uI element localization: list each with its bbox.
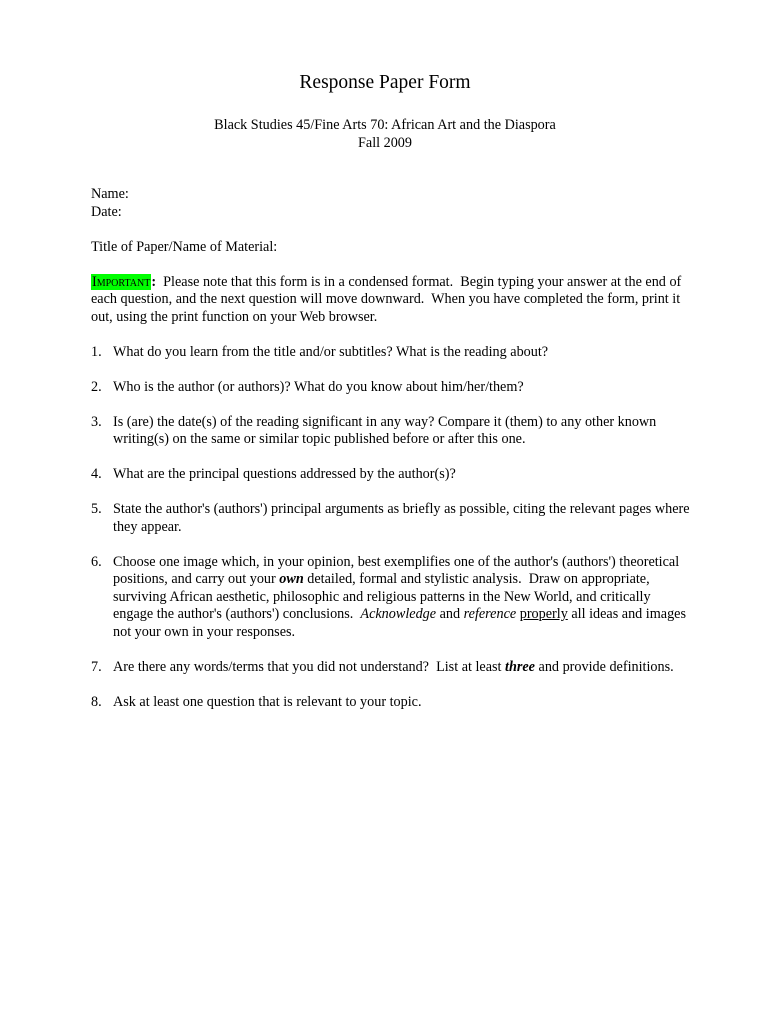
question-item — [91, 659, 691, 677]
important-colon: : — [151, 273, 157, 290]
emphasis-own: own — [279, 571, 304, 587]
question-number: 3. — [91, 413, 102, 430]
question-item — [91, 379, 691, 397]
emphasis-acknowledge: Acknowledge — [360, 606, 437, 622]
question-text-part: all ideas and images not your own in your responses. — [113, 606, 690, 640]
question-item — [91, 694, 691, 712]
question-text-part: Choose one image which, in your opinion, best exemplifies one of the author's (authors') theoretical positions, and carry out your — [113, 553, 683, 587]
date-label: Date: — [91, 203, 122, 220]
name-label: Name: — [91, 186, 129, 202]
emphasis-three: three — [505, 658, 535, 675]
question-item — [91, 344, 691, 362]
question-list — [91, 344, 691, 712]
question-text: Is (are) the date(s) of the reading significant in any way? Compare it (them) to any other known writing(s) on the same or similar topic published before or after this one. — [113, 413, 657, 447]
question-text: Ask at least one question that is relevant to your topic. — [113, 693, 422, 710]
question-text: What do you learn from the title and/or subtitles? What is the reading about? — [113, 343, 549, 360]
question-item — [91, 466, 691, 484]
important-text: Please note that this form is in a condensed format. Begin typing your answer at the end of each question, and the next question will move downward. When you have completed the form, print it out, using the print function on your Web browser. — [91, 273, 685, 325]
emphasis-reference: reference — [463, 606, 517, 622]
question-number: 5. — [91, 501, 102, 517]
question-number: 7. — [91, 658, 102, 675]
form-body — [91, 186, 691, 729]
question-text-part: Are there any words/terms that you did not understand? List at least — [113, 658, 506, 675]
course-line: Black Studies 45/Fine Arts 70: African Art and the Diaspora — [214, 117, 556, 133]
question-text-part: and provide definitions. — [534, 658, 674, 675]
course-header — [0, 117, 770, 152]
page-title: Response Paper Form — [299, 72, 471, 93]
question-text-part: detailed, formal and stylistic analysis. Draw on appropriate, surviving African aesthetic, philosophic and religious patterns in the New World, and critically engage the author's (authors') conclusions. — [113, 571, 655, 622]
question-text: State the author's (authors') principal arguments as briefly as possible, citing the relevant pages where they appear. — [113, 501, 690, 535]
question-text-part: and — [436, 606, 464, 622]
title-of-paper-label: Title of Paper/Name of Material: — [91, 238, 278, 255]
underline-properly: properly — [519, 606, 568, 622]
question-text: Who is the author (or authors)? What do you know about him/her/them? — [113, 378, 524, 395]
question-item — [91, 501, 691, 536]
question-text: What are the principal questions addressed by the author(s)? — [113, 466, 456, 482]
important-highlight: Important — [92, 273, 151, 290]
question-number: 1. — [91, 343, 102, 360]
question-number: 4. — [91, 466, 102, 482]
question-item — [91, 554, 691, 642]
important-notice — [91, 274, 691, 327]
term-line: Fall 2009 — [358, 134, 412, 151]
question-number: 2. — [91, 378, 102, 395]
question-item — [91, 414, 691, 449]
question-number: 8. — [91, 693, 102, 710]
question-number: 6. — [91, 553, 102, 570]
